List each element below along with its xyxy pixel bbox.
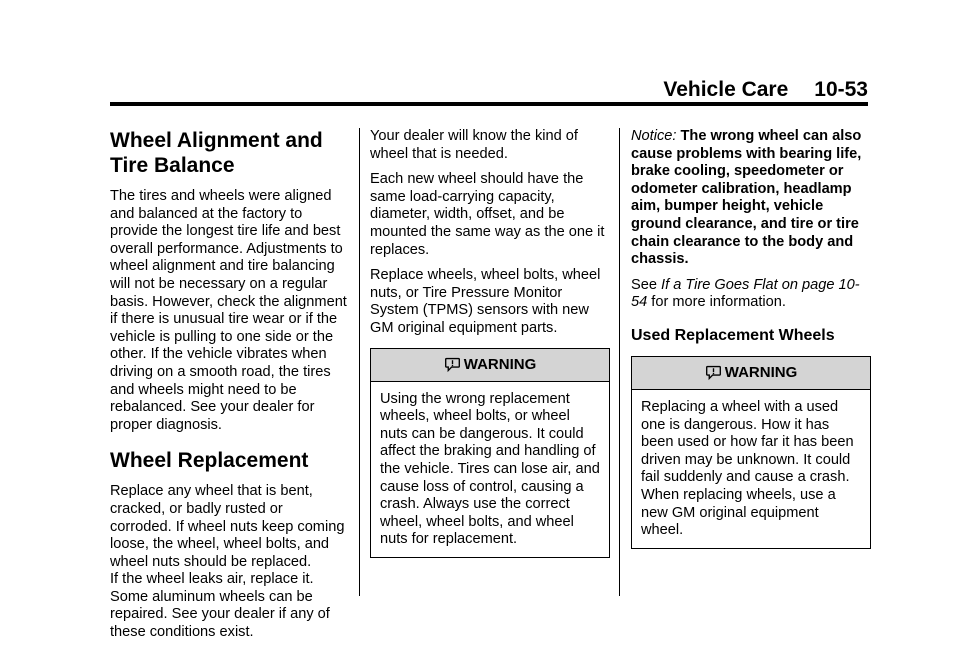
paragraph-replacement-1: Replace any wheel that is bent, cracked, or badly rusted or corroded. If wheel nuts keep coming loose, the wheel, wheel bolts, and wheel nuts should be replaced. (110, 483, 345, 570)
paragraph-dealer: Your dealer will know the kind of wheel that is needed. (370, 128, 578, 162)
warning-box (370, 348, 610, 558)
paragraph-replace-parts: Replace wheels, wheel bolts, wheel nuts, or Tire Pressure Monitor System (TPMS) sensors with new GM original equipment parts. (370, 267, 601, 336)
see-prefix: See (631, 276, 657, 293)
notice-paragraph (631, 128, 871, 269)
warning-title-used: WARNING (724, 364, 798, 382)
warning-text-used: Replacing a wheel with a used one is dangerous. How it has been used or how far it has been driven may be unknown. It could fail suddenly and cause a crash. When replacing wheels, use a new GM original equipment wheel. (641, 398, 854, 539)
see-suffix: for more information. (651, 294, 786, 311)
page-number: 10-53 (814, 78, 868, 101)
notice-text: The wrong wheel can also cause problems with bearing life, brake cooling, speedometer or odometer calibration, headlamp aim, bumper height, vehicle ground clearance, and tire or tire chain clearance to the body and chassis. (631, 128, 862, 268)
warning-text: Using the wrong replacement wheels, wheel bolts, or wheel nuts can be dangerous. It could affect the braking and handling of the vehicle. Tires can lose air, and cause loss of control, causing a crash. Always use the correct wheel, wheel bolts, and wheel nuts for replacement. (380, 390, 600, 548)
paragraph-new-wheel: Each new wheel should have the same load-carrying capacity, diameter, width, offset, and be mounted the same way as the one it replaces. (370, 171, 605, 258)
header-rule (110, 102, 868, 106)
column-2 (370, 128, 610, 558)
warning-icon (705, 364, 722, 381)
warning-body (371, 382, 609, 557)
notice-label: Notice: (631, 128, 677, 144)
heading-wheel-alignment: Wheel Alignment and Tire Balance (110, 129, 323, 177)
column-divider-1 (359, 128, 360, 596)
page-header (663, 78, 868, 102)
heading-used-wheels: Used Replacement Wheels (631, 326, 835, 344)
warning-header (371, 349, 609, 382)
paragraph-alignment: The tires and wheels were aligned and balanced at the factory to provide the longest tire life and best overall performance. Adjustments to wheel alignment and tire balancing will not be necessary on a regular basis. However, check the alignment if there is unusual tire wear or if the vehicle is pulling to one side or the other. If the vehicle vibrates when driving on a smooth road, the tires and wheels might need to be rebalanced. See your dealer for proper diagnosis. (110, 188, 347, 433)
paragraph-replacement-2: If the wheel leaks air, replace it. Some aluminum wheels can be repaired. See your dealer if any of these conditions exist. (110, 571, 330, 641)
section-title: Vehicle Care (663, 78, 789, 101)
see-link[interactable]: If a Tire Goes Flat on page 10-54 (631, 276, 860, 311)
warning-icon (444, 356, 461, 373)
column-1 (110, 128, 348, 650)
warning-header-used (632, 357, 870, 390)
see-reference (631, 277, 871, 312)
warning-box-used (631, 356, 871, 549)
heading-wheel-replacement: Wheel Replacement (110, 449, 309, 473)
column-3 (631, 128, 871, 549)
warning-title: WARNING (463, 356, 537, 374)
warning-body-used (632, 390, 870, 548)
column-divider-2 (619, 128, 620, 596)
